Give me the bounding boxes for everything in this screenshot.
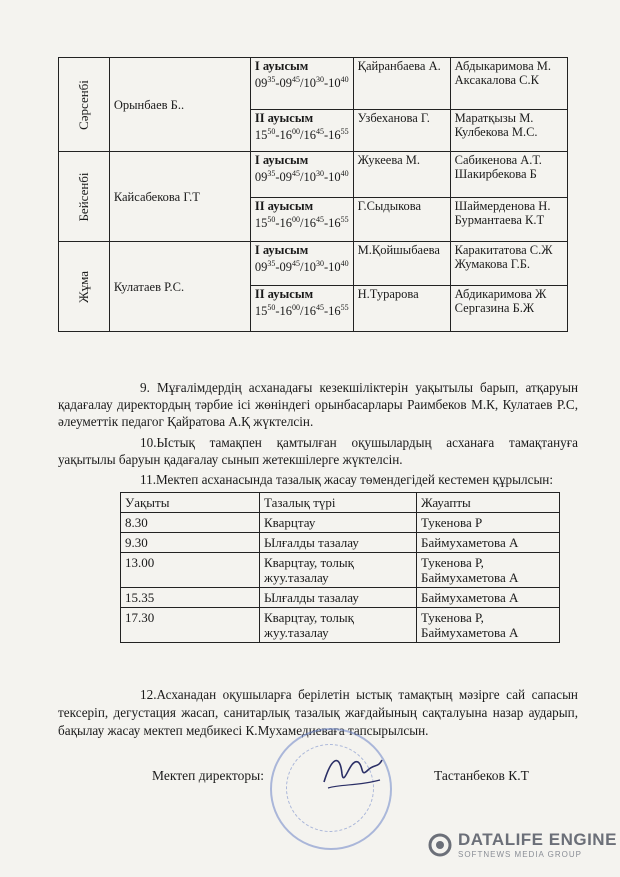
duty-teachers: Абдыкаримова М. Аксакалова С.К — [450, 58, 567, 110]
duty-cook: Қайранбаева А. — [353, 58, 450, 110]
canteen-duty-schedule-table — [58, 57, 568, 332]
paragraph-10: 10.Ыстық тамақпен қамтылған оқушылардың асханаға тамақтануға уақытылы баруын қадағалау сынып жетекшілерге жүктелсін. — [58, 435, 578, 467]
shift-title: І ауысым — [254, 59, 309, 73]
shift-title: І ауысым — [254, 153, 309, 167]
duty-administrator: Орынбаев Б.. — [109, 58, 250, 152]
schedule-day — [59, 152, 110, 242]
shift-title: ІІ ауысым — [254, 111, 314, 125]
header-time: Уақыты — [121, 493, 260, 513]
paragraph-9: 9. Мұғалімдердің асханадағы кезекшіліктерін уақытылы барып, атқаруын қадағалау директордың тәрбие ісі жөніндегі орынбасарлары Раимбеков М.К, Кулатаев Р.С, әлеуметтік педагог Қайратова А.Қ жүктелсін. — [58, 380, 578, 429]
cleaning-responsible: Тукенова Р, Баймухаметова А — [417, 608, 560, 643]
cleaning-row — [121, 533, 560, 553]
cleaning-type: Кварцтау, толық жуу.тазалау — [260, 608, 417, 643]
cleaning-time: 17.30 — [121, 608, 260, 643]
duty-teachers: Абдикаримова Ж Сергазина Б.Ж — [450, 286, 567, 332]
shift-title: І ауысым — [254, 243, 309, 257]
shift-time: $09^{35}-09^{45}/10^{30}-10^{40}$ — [254, 75, 349, 91]
director-role: Мектеп директоры: — [152, 768, 264, 783]
header-responsible: Жауапты — [417, 493, 560, 513]
schedule-row — [59, 242, 568, 286]
duty-teachers: Шаймерденова Н. Бурмантаева К.Т — [450, 198, 567, 242]
watermark-brand: DATALIFE ENGINE — [458, 830, 617, 849]
cleaning-responsible: Баймухаметова А — [417, 533, 560, 553]
duty-cook: М.Қойшыбаева — [353, 242, 450, 286]
duty-teachers: Каракитатова С.Ж Жумакова Г.Б. — [450, 242, 567, 286]
shift-time: $15^{50}-16^{00}/16^{45}-16^{55}$ — [254, 127, 349, 143]
duty-administrator: Кулатаев Р.С. — [109, 242, 250, 332]
header-type: Тазалық түрі — [260, 493, 417, 513]
paragraph-12: 12.Асханадан оқушыларға берілетін ыстық тамақтың мәзірге сай сапасын тексеріп, дегустация жасап, санитарлық тазалық жағдайының сақталуына назар аударып, бақылау жасау мектеп медбикесі К.Мухамедиеваға тапсырылсын. — [58, 687, 578, 738]
duty-cook: Г.Сыдыкова — [353, 198, 450, 242]
cleaning-schedule-table — [120, 492, 560, 643]
day-label: Сәрсенбі — [75, 79, 91, 130]
shift-time: $09^{35}-09^{45}/10^{30}-10^{40}$ — [254, 169, 349, 185]
shift-cell — [250, 242, 353, 286]
cleaning-row — [121, 553, 560, 588]
dle-logo-icon — [428, 833, 452, 857]
shift-title: ІІ ауысым — [254, 287, 314, 301]
shift-title: ІІ ауысым — [254, 199, 314, 213]
cleaning-type: Кварцтау, толық жуу.тазалау — [260, 553, 417, 588]
shift-cell — [250, 152, 353, 198]
schedule-day — [59, 58, 110, 152]
cleaning-row — [121, 588, 560, 608]
day-label: Жұма — [75, 270, 91, 303]
shift-time: $09^{35}-09^{45}/10^{30}-10^{40}$ — [254, 259, 349, 275]
day-label: Бейсенбі — [75, 171, 91, 222]
cleaning-time: 8.30 — [121, 513, 260, 533]
schedule-day — [59, 242, 110, 332]
director-name: Тастанбеков К.Т — [434, 768, 529, 783]
duty-teachers: Маратқызы М. Кулбекова М.С. — [450, 110, 567, 152]
shift-cell — [250, 198, 353, 242]
cleaning-type: Кварцтау — [260, 513, 417, 533]
cleaning-time: 15.35 — [121, 588, 260, 608]
cleaning-responsible: Баймухаметова А — [417, 588, 560, 608]
cleaning-time: 13.00 — [121, 553, 260, 588]
schedule-row — [59, 152, 568, 198]
schedule-row — [59, 58, 568, 110]
shift-cell — [250, 58, 353, 110]
shift-time: $15^{50}-16^{00}/16^{45}-16^{55}$ — [254, 215, 349, 231]
director-signature — [318, 748, 388, 794]
cleaning-type: Ылғалды тазалау — [260, 588, 417, 608]
watermark-sub: SOFTNEWS MEDIA GROUP — [458, 850, 583, 859]
duty-teachers: Сабикенова А.Т. Шакирбекова Б — [450, 152, 567, 198]
cleaning-row — [121, 608, 560, 643]
cleaning-responsible: Тукенова Р — [417, 513, 560, 533]
cleaning-type: Ылғалды тазалау — [260, 533, 417, 553]
shift-cell — [250, 286, 353, 332]
shift-time: $15^{50}-16^{00}/16^{45}-16^{55}$ — [254, 303, 349, 319]
cleaning-header-row — [121, 493, 560, 513]
cleaning-time: 9.30 — [121, 533, 260, 553]
shift-cell — [250, 110, 353, 152]
duty-cook: Н.Турарова — [353, 286, 450, 332]
duty-cook: Жукеева М. — [353, 152, 450, 198]
cleaning-row — [121, 513, 560, 533]
duty-administrator: Кайсабекова Г.Т — [109, 152, 250, 242]
paragraph-11: 11.Мектеп асханасында тазалық жасау төмендегідей кестемен құрылсын: — [140, 472, 554, 487]
cleaning-responsible: Тукенова Р, Баймухаметова А — [417, 553, 560, 588]
site-watermark — [428, 830, 617, 859]
duty-cook: Узбеханова Г. — [353, 110, 450, 152]
